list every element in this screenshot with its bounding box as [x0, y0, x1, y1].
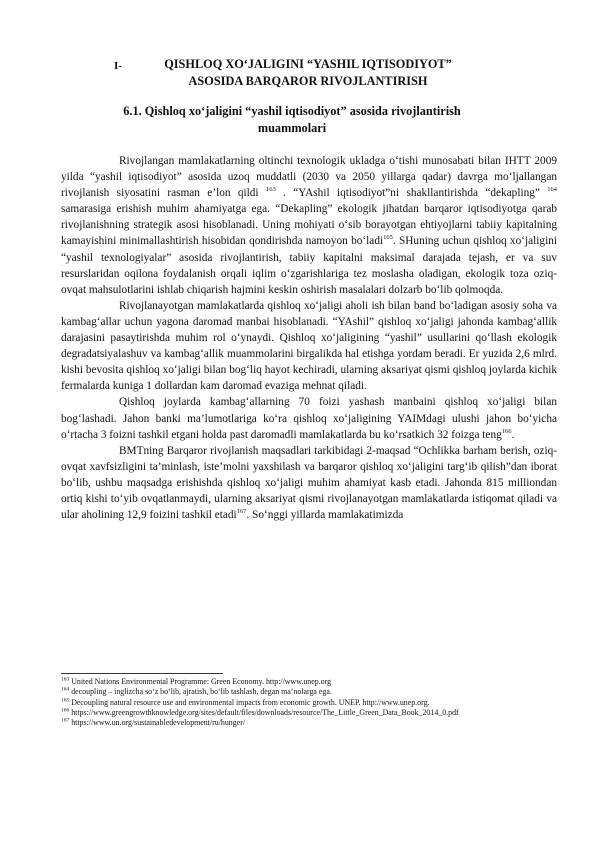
- paragraph: [61, 443, 557, 523]
- paragraph-text: . SHuning uchun qishloq xo‘jaligini “yashil texnologiyalar” asosida rivojlantirish, tabiiy kapitalni maksimal darajada tejash, er va suv resurslaridan oqilona foydalanish orqali iqlim o‘zgarishlariga tez moslasha oladigan, ekologik toza oziq-ovqat mahsulotlarini ishlab chiqarish hajmini keskin oshirish masalalari dolzarb bo‘lib qolmoqda.: [61, 235, 557, 296]
- chapter-title-line-1: QISHLOQ XO‘JALIGINI “YASHIL IQTISODIYOT”: [164, 57, 452, 71]
- paragraph-text: samarasiga erishish muhim ahamiyatga ega. “Dekapling” ekologik jihatdan barqaror iqtisodiyotga qarab rivojlanishning strategik asosi hisoblanadi. Uning mohiyati o‘sib borayotgan ehtiyojlarni tabiiy kapitalning kamayishini minimallashtirish hisobidan qondirishda namoyon bo‘ladi: [61, 203, 557, 248]
- chapter-title-line-2: ASOSIDA BARQAROR RIVOJLANTIRISH: [188, 74, 428, 88]
- footnote-reference: 163: [265, 186, 276, 194]
- footnote: [61, 687, 557, 697]
- footnote-text: https://www.greengrowthknowledge.org/sites/default/files/downloads/resource/The_Little_Green_Data_Book_2014_0.pdf: [69, 707, 459, 717]
- footnote: [61, 698, 557, 708]
- footnote-separator: [61, 673, 223, 674]
- footnote-number: 163: [61, 676, 70, 683]
- footnote-number: 166: [61, 707, 70, 714]
- section-title-line-2: muammolari: [257, 121, 327, 135]
- paragraph: [61, 153, 557, 298]
- paragraph: [61, 298, 557, 395]
- footnote-reference: 166: [501, 427, 512, 435]
- chapter-number: I-: [114, 60, 122, 72]
- section-title-line-1: 6.1. Qishloq xo‘jaligini “yashil iqtisodiyot” asosida rivojlantirish: [123, 104, 461, 118]
- paragraph-text: Qishloq joylarda kambag‘allarning 70 foizi yashash manbaini qishloq xo‘jaligi bilan bog‘lashadi. Jahon banki ma’lumotlariga ko‘ra qishloq xo‘jaligining YAIMdagi ulushi jahon bo‘yicha o‘rtacha 3 foizni tashkil etgani holda past daromadli mamlakatlarda bu ko‘rsatkich 32 foizga teng: [61, 396, 557, 441]
- footnote-text: https://www.un.org/sustainabledevelopment/ru/hunger/: [69, 718, 246, 728]
- paragraph-text: Rivojlanayotgan mamlakatlarda qishloq xo‘jaligi aholi ish bilan band bo‘ladigan asosiy soha va kambag‘allar uchun yagona daromad manbai hisoblanadi. “YAshil” qishloq xo‘jaligi jahonda kambag‘allik darajasini pasaytirishda muhim rol o‘ynaydi. Qishloq xo‘jaligining “yashil” usullarini qo‘llash ekologik degradatsiyalashuv va kambag‘allik muammolarini birgalikda hal etishga yordam beradi. Er yuzida 2,6 mlrd. kishi bevosita qishloq xo‘jaligi bilan bog‘liq hayot kechiradi, ularning aksariyat qismi qishloq joylarda kichik fermalarda kuniga 1 dollardan kam daromad evaziga mehnat qiladi.: [61, 299, 557, 393]
- section-heading: [92, 103, 492, 137]
- footnote-number: 167: [61, 717, 70, 724]
- body-text: [61, 153, 557, 523]
- paragraph-text: .: [511, 428, 515, 441]
- footnote-reference: 164: [547, 186, 558, 194]
- chapter-heading: [0, 56, 596, 90]
- footnote-reference: 165: [383, 234, 393, 242]
- paragraph-text: BMTning Barqaror rivojlanish maqsadlari tarkibidagi 2-maqsad “Ochlikka barham berish, oziq-ovqat xavfsizligini ta’minlash, iste’molni yaxshilash va barqaror qishloq xo‘jaligini targ‘ib qilish”dan iborat bo‘lib, ushbu maqsadga erishishda qishloq xo‘jaligi muhim ahamiyat kasb etadi. Jahonda 815 milliondan ortiq kishi to‘yib ovqatlanmaydi, ularning aksariyat qismi rivojlanayotgan mamlakatlarda istiqomat qiladi va ular aholining 12,9 foizini tashkil etadi: [61, 444, 557, 522]
- footnote: [61, 677, 557, 687]
- footnote-number: 165: [61, 696, 70, 703]
- footnote-reference: 167: [236, 508, 247, 516]
- footnote-number: 164: [61, 686, 70, 693]
- footnote: [61, 708, 557, 718]
- paragraph-text: Rivojlangan mamlakatlarning oltinchi texnologik ukladga o‘tishi munosabati bilan IHTT 2009 yilda “yashil iqtisodiyot” asosida uzoq muddatli (2030 va 2050 yillarga qadar) davrga mo‘ljallangan rivojlanish siyosatini rasman e’lon qildi: [61, 155, 557, 200]
- footnote: [61, 718, 557, 728]
- footnote-text: United Nations Environmental Programme: Green Economy. http://www.unep.org: [69, 677, 332, 686]
- footnote-text: decoupling – inglizcha so‘z bo‘lib, ajratish, bo‘lib tashlash, degan ma’nolarga ega.: [69, 687, 332, 697]
- paragraph: [61, 394, 557, 442]
- footnote-text: Decoupling natural resource use and environmental impacts from economic growth. UNEP. http://www.unep.org.: [69, 697, 430, 707]
- paragraph-text: . “YAshil iqtisodiyot”ni shakllantirishda “dekapling”: [275, 187, 548, 200]
- footnotes: [61, 677, 557, 728]
- paragraph-text: . So‘nggi yillarda mamlakatimizda: [246, 509, 404, 522]
